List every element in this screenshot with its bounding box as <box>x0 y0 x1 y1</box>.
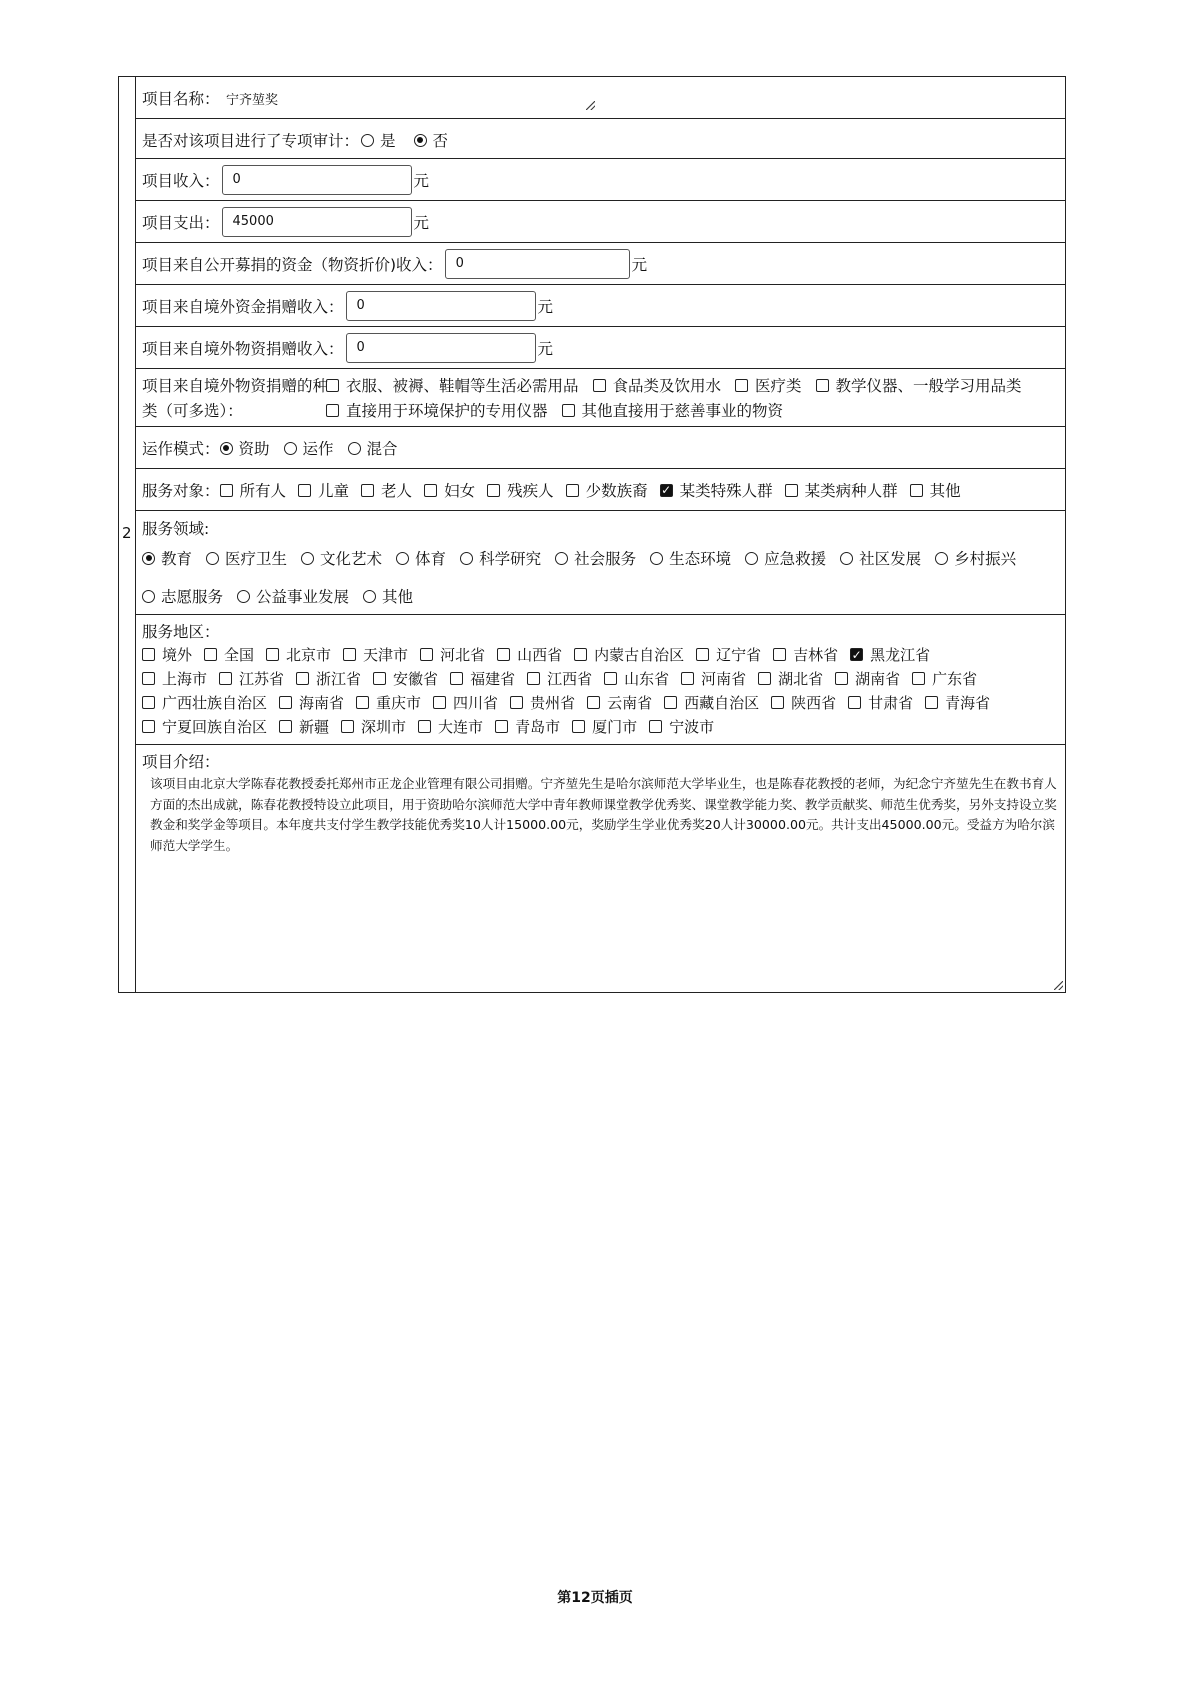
service-field-option[interactable]: 教育 <box>142 547 192 569</box>
region-option[interactable]: 辽宁省 <box>696 644 761 665</box>
checkbox-icon <box>649 720 662 733</box>
radio-selected-icon <box>220 442 233 455</box>
checkbox-icon <box>910 484 923 497</box>
project-name-row <box>136 77 1065 119</box>
region-option[interactable]: 河南省 <box>681 668 746 689</box>
goods-type-option[interactable]: 其他直接用于慈善事业的物资 <box>562 399 784 421</box>
checkbox-icon <box>562 404 575 417</box>
region-option[interactable]: 四川省 <box>433 692 498 713</box>
goods-types-line-2 <box>326 399 795 421</box>
regions-line-3 <box>142 692 1002 713</box>
goods-type-option[interactable]: 医疗类 <box>735 374 802 396</box>
checkbox-checked-icon: ✓ <box>851 647 862 662</box>
region-option[interactable]: 大连市 <box>418 716 483 737</box>
service-field-option[interactable]: 其他 <box>363 585 413 607</box>
radio-selected-icon <box>414 134 427 147</box>
region-option[interactable]: 上海市 <box>142 668 207 689</box>
public-fundraising-label: 项目来自公开募捐的资金（物资折价)收入： <box>142 256 443 274</box>
region-option[interactable]: 江苏省 <box>219 668 284 689</box>
checkbox-icon <box>510 696 523 709</box>
region-option[interactable]: 福建省 <box>450 668 515 689</box>
goods-types-line-1 <box>326 374 1034 396</box>
checkbox-icon <box>361 484 374 497</box>
operation-mode-option[interactable]: 资助 <box>220 437 270 459</box>
introduction-text[interactable]: 该项目由北京大学陈春花教授委托郑州市正龙企业管理有限公司捐赠。宁齐堃先生是哈尔滨师范大学毕业生，也是陈春花教授的老师，为纪念宁齐堃先生在教书育人方面的杰出成就，陈春花教授特设立此项目，用于资助哈尔滨师范大学中青年教师课堂教学优秀奖、课堂教学能力奖、教学贡献奖、师范生优秀奖，另外支持设立奖教金和奖学金等项目。本年度共支付学生教学技能优秀奖10人计15000.00元，奖励学生学业优秀奖20人计30000.00元。共计支出45000.00元。受益方为哈尔滨师范大学学生。 <box>150 776 1057 853</box>
special-audit-label: 是否对该项目进行了专项审计： <box>142 132 360 150</box>
service-field-option[interactable]: 体育 <box>396 547 446 569</box>
checkbox-icon <box>420 648 433 661</box>
checkbox-icon <box>343 648 356 661</box>
checkbox-icon <box>296 672 309 685</box>
region-option[interactable]: 宁夏回族自治区 <box>142 716 267 737</box>
public-fundraising-row <box>136 243 1065 285</box>
checkbox-icon <box>925 696 938 709</box>
checkbox-icon <box>219 672 232 685</box>
checkbox-icon <box>373 672 386 685</box>
radio-icon <box>396 552 409 565</box>
foreign-funds-field[interactable]: 0 <box>346 291 536 321</box>
income-row <box>136 159 1065 201</box>
operation-mode-option[interactable]: 运作 <box>284 437 334 459</box>
region-option[interactable]: 安徽省 <box>373 668 438 689</box>
region-option[interactable]: 吉林省 <box>773 644 838 665</box>
region-option[interactable]: ✓ 黑龙江省 <box>851 646 931 664</box>
region-option[interactable]: 重庆市 <box>356 692 421 713</box>
region-option[interactable]: 湖南省 <box>835 668 900 689</box>
checkbox-icon <box>735 379 748 392</box>
expense-label: 项目支出： <box>142 214 220 232</box>
region-option[interactable]: 深圳市 <box>341 716 406 737</box>
service-regions-label: 服务地区： <box>142 623 220 641</box>
service-field-option[interactable]: 社区发展 <box>840 547 921 569</box>
region-option[interactable]: 厦门市 <box>572 716 637 737</box>
region-option[interactable]: 广东省 <box>912 668 977 689</box>
radio-icon <box>650 552 663 565</box>
checkbox-icon <box>418 720 431 733</box>
service-fields-line-2 <box>142 585 425 607</box>
income-label: 项目收入： <box>142 172 220 190</box>
foreign-goods-label: 项目来自境外物资捐赠收入： <box>142 340 344 358</box>
checkbox-icon <box>424 484 437 497</box>
region-option[interactable]: 湖北省 <box>758 668 823 689</box>
service-field-option[interactable]: 应急救援 <box>745 547 826 569</box>
checkbox-icon <box>356 696 369 709</box>
goods-type-option[interactable]: 教学仪器、一般学习用品类 <box>816 374 1022 396</box>
checkbox-icon <box>142 720 155 733</box>
radio-icon <box>237 590 250 603</box>
checkbox-icon <box>604 672 617 685</box>
checkbox-icon <box>279 720 292 733</box>
checkbox-icon <box>527 672 540 685</box>
service-field-option[interactable]: 乡村振兴 <box>935 547 1016 569</box>
foreign-goods-field[interactable]: 0 <box>346 333 536 363</box>
radio-icon <box>348 442 361 455</box>
region-option[interactable]: 西藏自治区 <box>664 692 759 713</box>
foreign-funds-row <box>136 285 1065 327</box>
goods-type-option[interactable]: 食品类及饮用水 <box>593 374 722 396</box>
radio-icon <box>284 442 297 455</box>
service-targets-row <box>136 469 1065 511</box>
operation-mode-row <box>136 427 1065 469</box>
region-option[interactable]: 内蒙古自治区 <box>574 644 684 665</box>
service-fields-label: 服务领域: <box>142 520 210 538</box>
region-option[interactable]: 青海省 <box>925 692 990 713</box>
radio-icon <box>840 552 853 565</box>
checkbox-icon <box>495 720 508 733</box>
region-option[interactable]: 天津市 <box>343 644 408 665</box>
region-option[interactable]: 山西省 <box>497 644 562 665</box>
regions-line-1 <box>142 644 942 665</box>
checkbox-icon <box>566 484 579 497</box>
region-option[interactable]: 山东省 <box>604 668 669 689</box>
checkbox-icon <box>326 404 339 417</box>
radio-icon <box>142 590 155 603</box>
region-option[interactable]: 境外 <box>142 644 192 665</box>
service-fields-row <box>136 511 1065 615</box>
checkbox-icon <box>433 696 446 709</box>
region-option[interactable]: 江西省 <box>527 668 592 689</box>
service-field-option[interactable]: 公益事业发展 <box>237 585 349 607</box>
checkbox-icon <box>142 648 155 661</box>
checkbox-icon <box>142 696 155 709</box>
audit-option-yes[interactable]: 是 <box>361 129 396 151</box>
checkbox-checked-icon: ✓ <box>661 483 672 497</box>
radio-icon <box>745 552 758 565</box>
row-index-column <box>119 77 136 992</box>
goods-type-option[interactable]: 直接用于环境保护的专用仪器 <box>326 399 548 421</box>
service-field-option[interactable]: 社会服务 <box>555 547 636 569</box>
radio-icon <box>555 552 568 565</box>
checkbox-icon <box>835 672 848 685</box>
income-unit: 元 <box>413 172 430 190</box>
operation-mode-option[interactable]: 混合 <box>348 437 398 459</box>
resize-grip-icon[interactable] <box>1054 981 1063 990</box>
checkbox-icon <box>326 379 339 392</box>
foreign-funds-label: 项目来自境外资金捐赠收入： <box>142 298 344 316</box>
checkbox-icon <box>912 672 925 685</box>
checkbox-icon <box>593 379 606 392</box>
radio-icon <box>460 552 473 565</box>
row-index: 2 <box>122 524 132 542</box>
checkbox-icon <box>816 379 829 392</box>
service-field-option[interactable]: 科学研究 <box>460 547 541 569</box>
service-target-option[interactable]: 妇女 <box>424 479 475 501</box>
expense-row <box>136 201 1065 243</box>
checkbox-icon <box>142 672 155 685</box>
resize-grip-icon[interactable] <box>586 101 595 110</box>
region-option[interactable]: 云南省 <box>587 692 652 713</box>
checkbox-icon <box>298 484 311 497</box>
operation-mode-label: 运作模式： <box>142 440 220 458</box>
service-target-option[interactable]: 少数族裔 <box>566 479 648 501</box>
checkbox-icon <box>587 696 600 709</box>
region-option[interactable]: 新疆 <box>279 716 329 737</box>
service-targets-label: 服务对象： <box>142 482 220 500</box>
service-field-option[interactable]: 生态环境 <box>650 547 731 569</box>
region-option[interactable]: 北京市 <box>266 644 331 665</box>
region-option[interactable]: 贵州省 <box>510 692 575 713</box>
checkbox-icon <box>758 672 771 685</box>
region-option[interactable]: 青岛市 <box>495 716 560 737</box>
checkbox-icon <box>497 648 510 661</box>
service-target-option[interactable]: 老人 <box>361 479 412 501</box>
checkbox-icon <box>785 484 798 497</box>
introduction-label: 项目介绍： <box>142 753 220 771</box>
foreign-goods-types-label-1: 项目来自境外物资捐赠的种 <box>142 377 329 395</box>
checkbox-icon <box>773 648 786 661</box>
checkbox-icon <box>450 672 463 685</box>
service-target-option[interactable]: 其他 <box>910 479 961 501</box>
checkbox-icon <box>696 648 709 661</box>
radio-icon <box>206 552 219 565</box>
public-fundraising-unit: 元 <box>631 256 648 274</box>
radio-icon <box>361 134 374 147</box>
expense-unit: 元 <box>413 214 430 232</box>
foreign-goods-types-label-2: 类（可多选）： <box>142 402 243 420</box>
checkbox-icon <box>572 720 585 733</box>
region-option[interactable]: 广西壮族自治区 <box>142 692 267 713</box>
region-option[interactable]: 陕西省 <box>771 692 836 713</box>
service-field-option[interactable]: 志愿服务 <box>142 585 223 607</box>
project-form-table <box>118 76 1066 993</box>
checkbox-icon <box>487 484 500 497</box>
income-field[interactable]: 0 <box>222 165 412 195</box>
checkbox-icon <box>664 696 677 709</box>
service-target-option[interactable]: 某类病种人群 <box>785 479 898 501</box>
region-option[interactable]: 宁波市 <box>649 716 714 737</box>
public-fundraising-field[interactable]: 0 <box>445 249 630 279</box>
foreign-goods-types-row <box>136 369 1065 427</box>
project-name-label: 项目名称： <box>142 90 220 108</box>
radio-icon <box>301 552 314 565</box>
foreign-goods-unit: 元 <box>537 340 554 358</box>
radio-selected-icon <box>142 552 155 565</box>
region-option[interactable]: 全国 <box>204 644 254 665</box>
radio-icon <box>363 590 376 603</box>
checkbox-icon <box>848 696 861 709</box>
service-target-option[interactable]: ✓ 某类特殊人群 <box>661 482 773 500</box>
region-option[interactable]: 甘肃省 <box>848 692 913 713</box>
region-option[interactable]: 浙江省 <box>296 668 361 689</box>
regions-line-4 <box>142 716 726 737</box>
foreign-goods-row <box>136 327 1065 369</box>
checkbox-icon <box>220 484 233 497</box>
checkbox-icon <box>279 696 292 709</box>
service-target-option[interactable]: 残疾人 <box>487 479 554 501</box>
service-field-option[interactable]: 医疗卫生 <box>206 547 287 569</box>
checkbox-icon <box>574 648 587 661</box>
regions-line-2 <box>142 668 989 689</box>
checkbox-icon <box>266 648 279 661</box>
checkbox-icon <box>341 720 354 733</box>
service-target-option[interactable]: 所有人 <box>220 479 287 501</box>
form-content <box>136 77 1065 992</box>
foreign-funds-unit: 元 <box>537 298 554 316</box>
audit-option-no[interactable]: 否 <box>414 129 449 151</box>
service-field-option[interactable]: 文化艺术 <box>301 547 382 569</box>
expense-field[interactable]: 45000 <box>222 207 412 237</box>
region-option[interactable]: 海南省 <box>279 692 344 713</box>
service-regions-row <box>136 615 1065 745</box>
checkbox-icon <box>771 696 784 709</box>
introduction-row <box>136 745 1065 992</box>
service-fields-line-1 <box>142 547 1028 569</box>
checkbox-icon <box>681 672 694 685</box>
project-name-value[interactable]: 宁齐堃奖 <box>226 93 279 108</box>
region-option[interactable]: 河北省 <box>420 644 485 665</box>
service-target-option[interactable]: 儿童 <box>298 479 349 501</box>
radio-icon <box>935 552 948 565</box>
page-footer: 第12页插页 <box>557 1590 633 1606</box>
checkbox-icon <box>204 648 217 661</box>
special-audit-row <box>136 119 1065 159</box>
goods-type-option[interactable]: 衣服、被褥、鞋帽等生活必需用品 <box>326 374 579 396</box>
